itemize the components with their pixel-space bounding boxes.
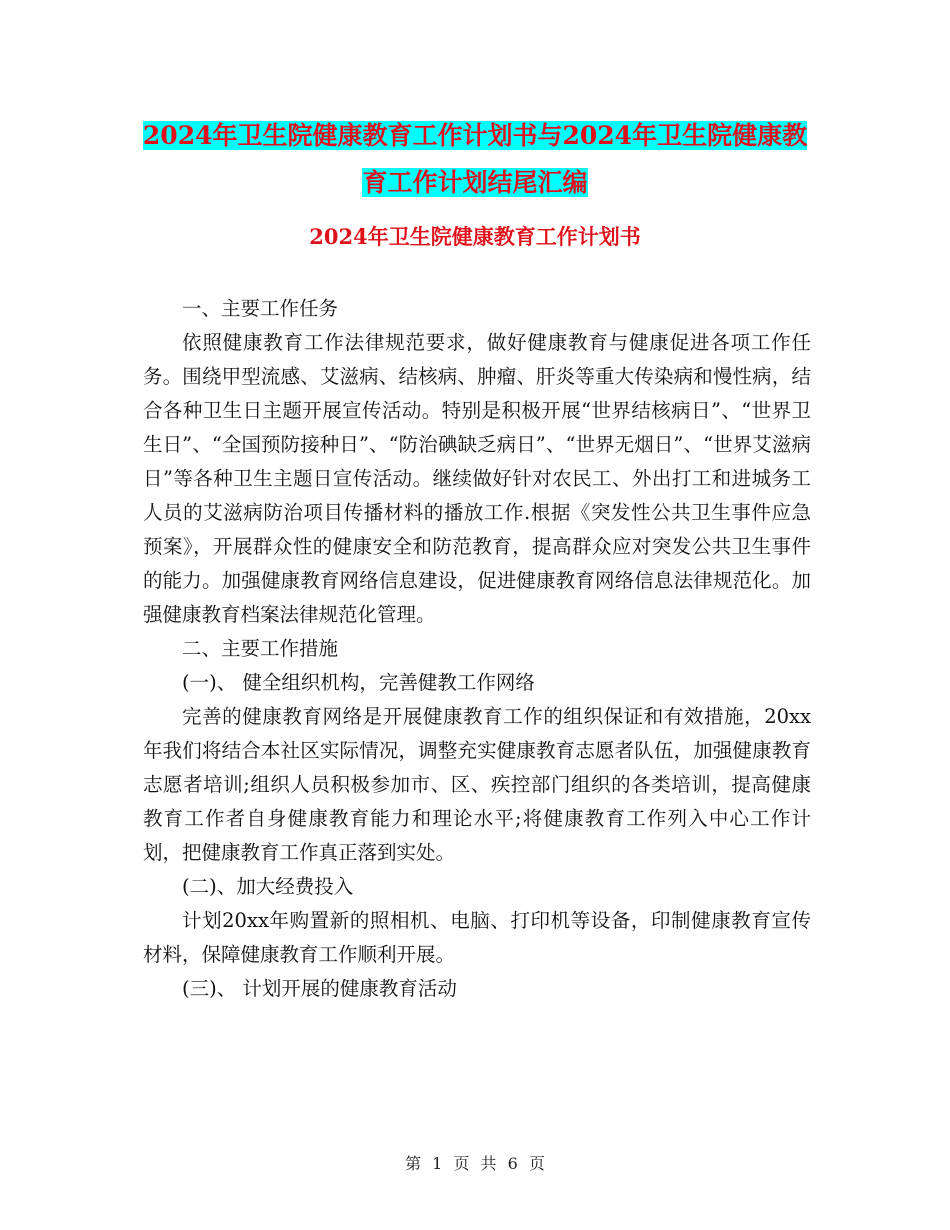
subheading-organization: (一)、 健全组织机构，完善健教工作网络 bbox=[182, 671, 535, 694]
paragraph-funding: 计划20xx年购置新的照相机、电脑、打印机等设备，印制健康教育宣传材料，保障健康教育工作顺利开展。 bbox=[143, 909, 811, 966]
subheading-funding: (二)、加大经费投入 bbox=[182, 875, 354, 898]
document-title bbox=[140, 112, 810, 206]
heading-main-tasks: 一、主要工作任务 bbox=[182, 297, 339, 320]
section-title: 2024年卫生院健康教育工作计划书 bbox=[309, 224, 641, 249]
subheading-activities: (三)、 计划开展的健康教育活动 bbox=[182, 977, 457, 1000]
paragraph-main-tasks: 依照健康教育工作法律规范要求，做好健康教育与健康促进各项工作任务。围绕甲型流感、艾滋病、结核病、肿瘤、肝炎等重大传染病和慢性病，结合各种卫生日主题开展宣传活动。特别是积极开展“世界结核病日”、“世界卫生日”、“全国预防接种日”、“防治碘缺乏病日”、“世界无烟日”、“世界艾滋病日”等各种卫生主题日宣传活动。继续做好针对农民工、外出打工和进城务工人员的艾滋病防治项目传播材料的播放工作.根据《突发性公共卫生事件应急预案》，开展群众性的健康安全和防范教育，提高群众应对突发公共卫生事件的能力。加强健康教育网络信息建设，促进健康教育网络信息法律规范化。加强健康教育档案法律规范化管理。 bbox=[143, 331, 811, 626]
paragraph-organization: 完善的健康教育网络是开展健康教育工作的组织保证和有效措施，20xx年我们将结合本社区实际情况，调整充实健康教育志愿者队伍，加强健康教育志愿者培训;组织人员积极参加市、区、疾控部门组织的各类培训，提高健康教育工作者自身健康教育能力和理论水平;将健康教育工作列入中心工作计划，把健康教育工作真正落到实处。 bbox=[143, 705, 811, 864]
page-footer: 第 1 页 共 6 页 bbox=[405, 1154, 545, 1173]
document-title-text: 2024年卫生院健康教育工作计划书与2024年卫生院健康教育工作计划结尾汇编 bbox=[142, 121, 808, 197]
document-body bbox=[143, 292, 811, 1006]
heading-main-measures: 二、主要工作措施 bbox=[182, 637, 339, 660]
